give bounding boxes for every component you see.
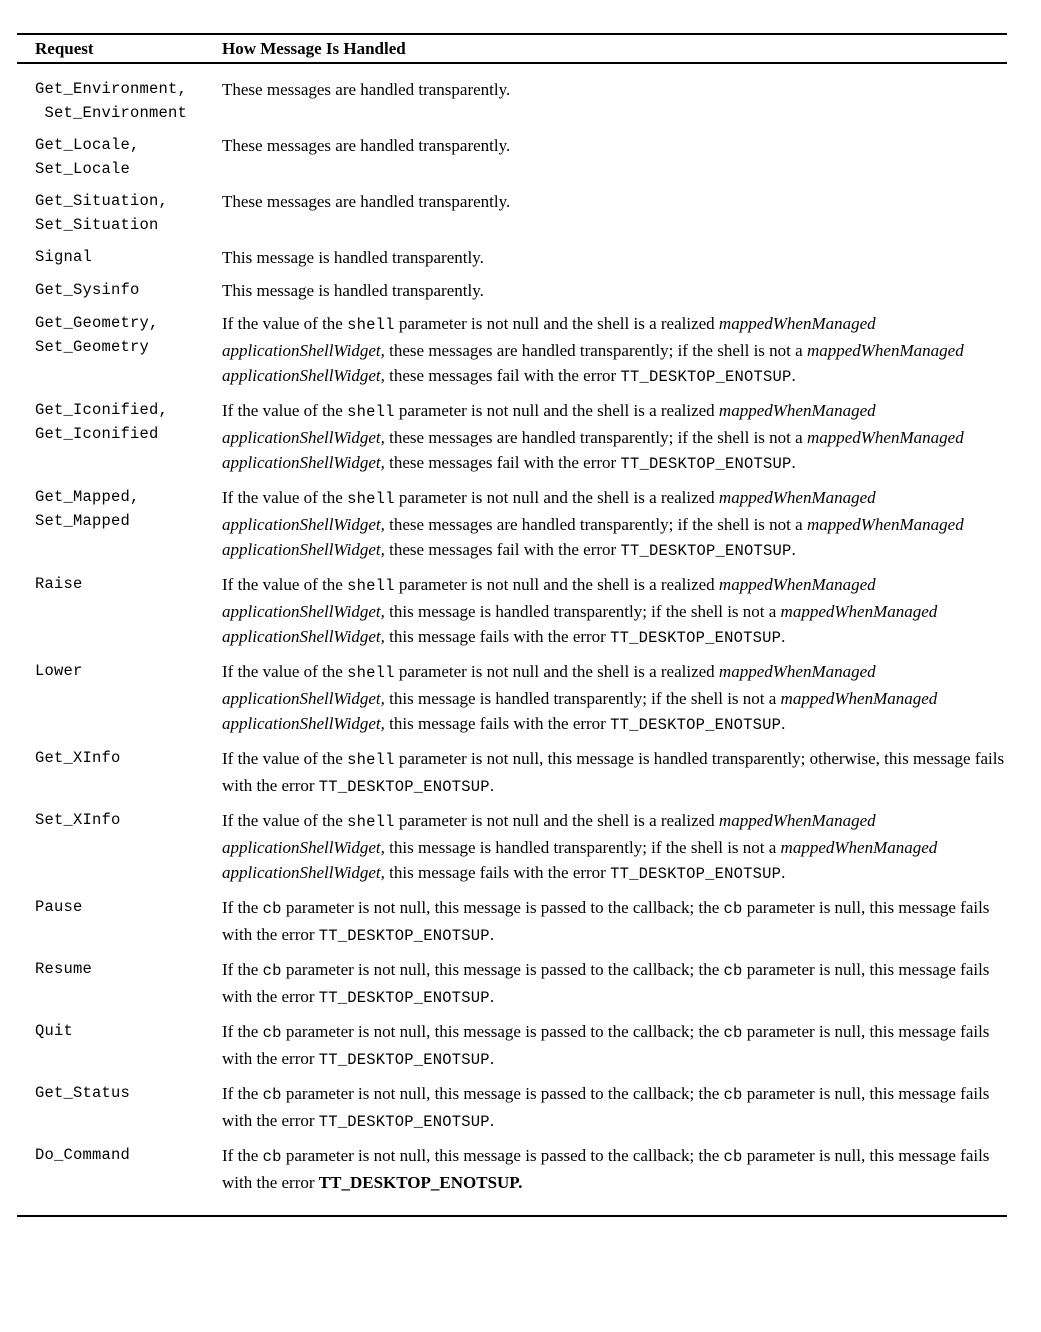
text-segment: mappedWhenManaged applicationShellWidget, <box>222 602 938 646</box>
text-segment: . <box>791 540 796 559</box>
text-segment: parameter is not null, this message is passed to the callback; the <box>281 1084 724 1103</box>
text-segment: TT_DESKTOP_ENOTSUP <box>610 629 782 647</box>
request-name: Get_Environment, <box>35 80 188 98</box>
text-segment: these messages fail with the error <box>384 453 621 472</box>
table-row <box>35 895 1007 949</box>
table-row <box>35 189 1007 237</box>
table-row <box>35 1019 1007 1073</box>
request-name: Resume <box>35 960 93 978</box>
request-name: Lower <box>35 662 83 680</box>
request-cell <box>35 1143 222 1195</box>
text-segment: parameter is not null, this message is passed to the callback; the <box>281 960 724 979</box>
text-segment: parameter is not null and the shell is a realized <box>394 314 719 333</box>
request-cell <box>35 808 222 887</box>
text-segment: mappedWhenManaged applicationShellWidget, <box>222 314 876 360</box>
text-segment: TT_DESKTOP_ENOTSUP <box>620 455 792 473</box>
text-segment: this message is handled transparently; if the shell is not a <box>384 602 781 621</box>
text-segment: mappedWhenManaged applicationShellWidget, <box>222 662 876 708</box>
request-cell <box>35 311 222 390</box>
request-name: Pause <box>35 898 83 916</box>
text-segment: . <box>489 1049 495 1068</box>
text-segment: If the <box>222 960 263 979</box>
text-segment: . <box>791 453 796 472</box>
text-segment: If the <box>222 1146 263 1165</box>
text-segment: cb <box>723 1148 743 1166</box>
table-row <box>35 485 1007 564</box>
text-segment: TT_DESKTOP_ENOTSUP <box>318 778 490 796</box>
text-segment: these messages are handled transparently; if the shell is not a <box>384 341 807 360</box>
description-cell <box>222 1081 1007 1135</box>
text-segment: parameter is not null, this message is passed to the callback; the <box>281 1022 724 1041</box>
text-segment: these messages fail with the error <box>384 540 621 559</box>
text-segment: shell <box>347 316 395 334</box>
text-segment: . <box>781 714 786 733</box>
description-cell <box>222 957 1007 1011</box>
text-segment: this message fails with the error <box>384 627 611 646</box>
request-name: Get_Status <box>35 1084 131 1102</box>
text-segment: mappedWhenManaged applicationShellWidget, <box>222 401 876 447</box>
description-cell <box>222 895 1007 949</box>
text-segment: shell <box>347 664 395 682</box>
text-segment: This message is handled transparently. <box>222 281 484 300</box>
description-cell <box>222 659 1007 738</box>
text-segment: TT_DESKTOP_ENOTSUP <box>318 989 490 1007</box>
request-name: Get_Iconified <box>35 425 159 443</box>
message-handling-table <box>17 33 1007 1217</box>
text-segment: parameter is not null and the shell is a realized <box>394 488 719 507</box>
text-segment: parameter is null, this message fails with the error <box>222 1146 990 1192</box>
request-cell <box>35 895 222 949</box>
column-header-request: Request <box>35 39 94 58</box>
table-row <box>35 278 1007 303</box>
text-segment: mappedWhenManaged applicationShellWidget, <box>222 515 964 559</box>
table-row <box>35 746 1007 800</box>
request-cell <box>35 572 222 651</box>
text-segment: This message is handled transparently. <box>222 248 484 267</box>
text-segment: If the value of the <box>222 811 348 830</box>
table-header-row <box>17 35 1007 62</box>
table-row <box>35 572 1007 651</box>
request-name: Get_Geometry, <box>35 314 159 332</box>
text-segment: mappedWhenManaged applicationShellWidget, <box>222 575 876 621</box>
request-name: Get_Locale, <box>35 136 140 154</box>
text-segment: These messages are handled transparently. <box>222 136 511 155</box>
text-segment: mappedWhenManaged applicationShellWidget, <box>222 428 964 472</box>
text-segment: . <box>791 366 796 385</box>
text-segment: cb <box>723 1024 743 1042</box>
request-name: Raise <box>35 575 83 593</box>
text-segment: . <box>781 863 786 882</box>
description-cell <box>222 278 1007 303</box>
request-cell <box>35 77 222 125</box>
text-segment: . <box>489 925 495 944</box>
description-cell <box>222 133 1007 181</box>
text-segment: these messages fail with the error <box>384 366 621 385</box>
text-segment: If the value of the <box>222 749 348 768</box>
text-segment: If the <box>222 1022 263 1041</box>
text-segment: If the value of the <box>222 314 348 333</box>
description-cell <box>222 746 1007 800</box>
text-segment: These messages are handled transparently. <box>222 80 511 99</box>
text-segment: this message fails with the error <box>384 863 611 882</box>
text-segment: If the value of the <box>222 488 348 507</box>
table-row <box>35 808 1007 887</box>
text-segment: If the value of the <box>222 401 348 420</box>
text-segment: TT_DESKTOP_ENOTSUP <box>620 368 792 386</box>
request-cell <box>35 1019 222 1073</box>
description-cell <box>222 808 1007 887</box>
text-segment: . <box>489 987 495 1006</box>
request-name: Signal <box>35 248 93 266</box>
request-cell <box>35 278 222 303</box>
text-segment: parameter is not null, this message is passed to the callback; the <box>281 898 724 917</box>
request-cell <box>35 1081 222 1135</box>
text-segment: cb <box>262 1086 282 1104</box>
text-segment: shell <box>347 403 395 421</box>
text-segment: this message is handled transparently; if the shell is not a <box>384 838 781 857</box>
table-body <box>17 64 1007 1211</box>
request-name: Set_Locale <box>35 160 131 178</box>
table-row <box>35 311 1007 390</box>
description-cell <box>222 572 1007 651</box>
text-segment: TT_DESKTOP_ENOTSUP <box>610 865 782 883</box>
request-cell <box>35 245 222 270</box>
text-segment: mappedWhenManaged applicationShellWidget, <box>222 689 938 733</box>
text-segment: shell <box>347 751 395 769</box>
text-segment: shell <box>347 577 395 595</box>
text-segment: these messages are handled transparently; if the shell is not a <box>384 428 807 447</box>
text-segment: this message fails with the error <box>384 714 611 733</box>
text-segment: . <box>781 627 786 646</box>
text-segment: parameter is null, this message fails with the error <box>222 1084 990 1130</box>
text-segment: cb <box>723 900 743 918</box>
text-segment: parameter is null, this message fails with the error <box>222 1022 990 1068</box>
request-name: Set_Geometry <box>35 338 150 356</box>
text-segment: If the <box>222 898 263 917</box>
table-row <box>35 957 1007 1011</box>
description-cell <box>222 77 1007 125</box>
text-segment: TT_DESKTOP_ENOTSUP <box>318 927 490 945</box>
request-cell <box>35 746 222 800</box>
text-segment: parameter is not null and the shell is a realized <box>394 401 719 420</box>
table-row <box>35 245 1007 270</box>
text-segment: parameter is null, this message fails with the error <box>222 960 990 1006</box>
text-segment: cb <box>262 1024 282 1042</box>
description-cell <box>222 245 1007 270</box>
text-segment: cb <box>723 1086 743 1104</box>
text-segment: These messages are handled transparently. <box>222 192 511 211</box>
table-row <box>35 398 1007 477</box>
text-segment: mappedWhenManaged applicationShellWidget, <box>222 838 938 882</box>
description-cell <box>222 1143 1007 1195</box>
table-row <box>35 1081 1007 1135</box>
description-cell <box>222 189 1007 237</box>
request-cell <box>35 189 222 237</box>
text-segment: TT_DESKTOP_ENOTSUP <box>318 1051 490 1069</box>
text-segment: . <box>489 776 495 795</box>
request-name: Get_Situation, <box>35 192 169 210</box>
request-cell <box>35 659 222 738</box>
text-segment: TT_DESKTOP_ENOTSUP <box>610 716 782 734</box>
table-bottom-rule <box>17 1215 1007 1217</box>
text-segment: parameter is not null and the shell is a realized <box>394 811 719 830</box>
column-header-how-message-is-handled: How Message Is Handled <box>222 39 406 58</box>
text-segment: shell <box>347 813 395 831</box>
text-segment: If the value of the <box>222 575 348 594</box>
text-segment: . <box>489 1111 495 1130</box>
request-name: Get_Iconified, <box>35 401 169 419</box>
text-segment: these messages are handled transparently; if the shell is not a <box>384 515 807 534</box>
text-segment: mappedWhenManaged applicationShellWidget, <box>222 341 964 385</box>
text-segment: shell <box>347 490 395 508</box>
text-segment: TT_DESKTOP_ENOTSUP <box>318 1113 490 1131</box>
text-segment: parameter is null, this message fails with the error <box>222 898 990 944</box>
text-segment: parameter is not null and the shell is a realized <box>394 662 719 681</box>
text-segment: If the <box>222 1084 263 1103</box>
description-cell <box>222 398 1007 477</box>
description-cell <box>222 1019 1007 1073</box>
description-cell <box>222 311 1007 390</box>
table-row <box>35 133 1007 181</box>
request-name: Quit <box>35 1022 74 1040</box>
request-name: Do_Command <box>35 1146 131 1164</box>
text-segment: cb <box>262 962 282 980</box>
request-cell <box>35 485 222 564</box>
request-cell <box>35 957 222 1011</box>
text-segment: parameter is not null and the shell is a realized <box>394 575 719 594</box>
request-name: Set_Situation <box>35 216 159 234</box>
text-segment: cb <box>723 962 743 980</box>
request-name: Set_XInfo <box>35 811 121 829</box>
request-name: Get_Mapped, <box>35 488 140 506</box>
description-cell <box>222 485 1007 564</box>
request-name: Get_Sysinfo <box>35 281 140 299</box>
request-cell <box>35 133 222 181</box>
text-segment: If the value of the <box>222 662 348 681</box>
request-cell <box>35 398 222 477</box>
table-row <box>35 77 1007 125</box>
text-segment: TT_DESKTOP_ENOTSUP. <box>318 1173 523 1192</box>
request-name: Set_Environment <box>35 104 188 122</box>
text-segment: mappedWhenManaged applicationShellWidget, <box>222 811 876 857</box>
text-segment: TT_DESKTOP_ENOTSUP <box>620 542 792 560</box>
table-row <box>35 659 1007 738</box>
request-name: Set_Mapped <box>35 512 131 530</box>
request-name: Get_XInfo <box>35 749 121 767</box>
text-segment: parameter is not null, this message is handled transparently; otherwise, this message fails with the error <box>222 749 1005 795</box>
text-segment: mappedWhenManaged applicationShellWidget, <box>222 488 876 534</box>
text-segment: parameter is not null, this message is passed to the callback; the <box>281 1146 724 1165</box>
text-segment: this message is handled transparently; if the shell is not a <box>384 689 781 708</box>
text-segment: cb <box>262 900 282 918</box>
table-row <box>35 1143 1007 1195</box>
text-segment: cb <box>262 1148 282 1166</box>
